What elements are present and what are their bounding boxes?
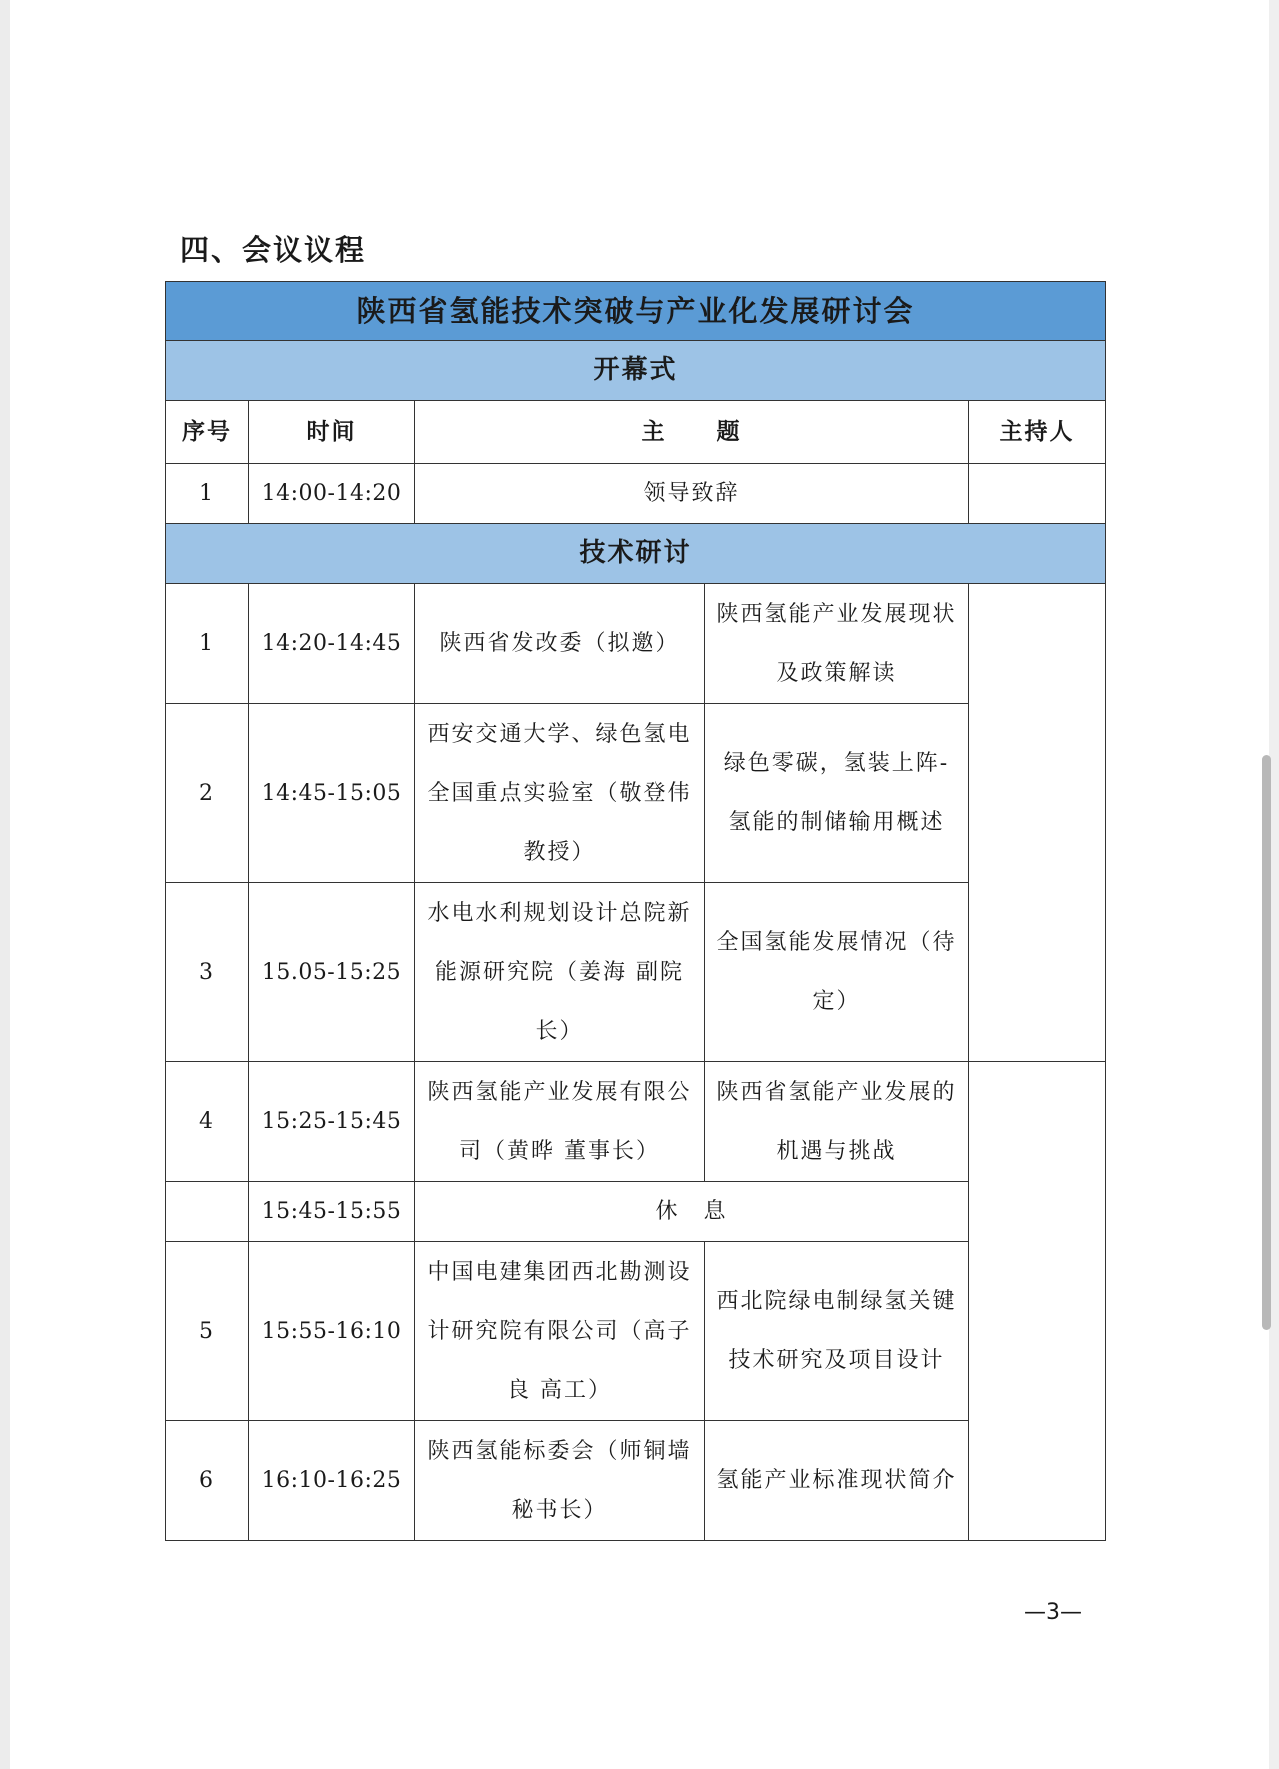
row-topic: 领导致辞: [415, 464, 969, 524]
break-row: [166, 1182, 1106, 1242]
page-left-margin: [0, 0, 10, 1769]
row-time: 15.05-15:25: [249, 883, 415, 1062]
row-host: [969, 464, 1106, 524]
row-speaker: 陕西氢能标委会（师铜墙秘书长）: [415, 1421, 705, 1541]
row-no: 1: [166, 464, 249, 524]
row-no: 3: [166, 883, 249, 1062]
table-title: 陕西省氢能技术突破与产业化发展研讨会: [166, 282, 1106, 341]
row-speaker: 西安交通大学、绿色氢电全国重点实验室（敬登伟教授）: [415, 704, 705, 883]
row-topic: 陕西省氢能产业发展的机遇与挑战: [705, 1062, 969, 1182]
header-topic: 主 题: [415, 401, 969, 464]
row-topic: 氢能产业标准现状简介: [705, 1421, 969, 1541]
row-time: 14:20-14:45: [249, 584, 415, 704]
row-topic: 陕西氢能产业发展现状及政策解读: [705, 584, 969, 704]
opening-session-label: 开幕式: [166, 341, 1106, 401]
row-time: 15:45-15:55: [249, 1182, 415, 1242]
row-no: 4: [166, 1062, 249, 1182]
table-row: [166, 1062, 1106, 1182]
header-row: [166, 401, 1106, 464]
row-time: 15:55-16:10: [249, 1242, 415, 1421]
table-row: [166, 584, 1106, 704]
header-host: 主持人: [969, 401, 1106, 464]
table-title-row: [166, 282, 1106, 341]
header-time: 时间: [249, 401, 415, 464]
table-row: [166, 883, 1106, 1062]
section-heading: 四、会议议程: [180, 233, 367, 267]
row-no: 1: [166, 584, 249, 704]
row-time: 15:25-15:45: [249, 1062, 415, 1182]
row-speaker: 中国电建集团西北勘测设计研究院有限公司（高子良 高工）: [415, 1242, 705, 1421]
row-no: [166, 1182, 249, 1242]
tech-session-row: [166, 524, 1106, 584]
row-no: 5: [166, 1242, 249, 1421]
row-time: 16:10-16:25: [249, 1421, 415, 1541]
opening-session-row: [166, 341, 1106, 401]
scrollbar-thumb[interactable]: [1262, 755, 1271, 1330]
row-topic: 西北院绿电制绿氢关键技术研究及项目设计: [705, 1242, 969, 1421]
row-speaker: 水电水利规划设计总院新能源研究院（姜海 副院长）: [415, 883, 705, 1062]
tech-session-label: 技术研讨: [166, 524, 1106, 584]
table-row: [166, 704, 1106, 883]
row-time: 14:45-15:05: [249, 704, 415, 883]
host-cell-group-1: [969, 584, 1106, 1062]
row-no: 2: [166, 704, 249, 883]
table-row: [166, 1242, 1106, 1421]
host-cell-group-2: [969, 1062, 1106, 1541]
header-no: 序号: [166, 401, 249, 464]
break-label: 休 息: [415, 1182, 969, 1242]
row-speaker: 陕西氢能产业发展有限公司（黄晔 董事长）: [415, 1062, 705, 1182]
table-row: [166, 464, 1106, 524]
row-no: 6: [166, 1421, 249, 1541]
table-row: [166, 1421, 1106, 1541]
row-topic: 绿色零碳，氢装上阵-氢能的制储输用概述: [705, 704, 969, 883]
row-speaker: 陕西省发改委（拟邀）: [415, 584, 705, 704]
row-topic: 全国氢能发展情况（待定）: [705, 883, 969, 1062]
page-number: —3—: [1024, 1600, 1082, 1625]
agenda-table: [165, 281, 1106, 1541]
row-time: 14:00-14:20: [249, 464, 415, 524]
